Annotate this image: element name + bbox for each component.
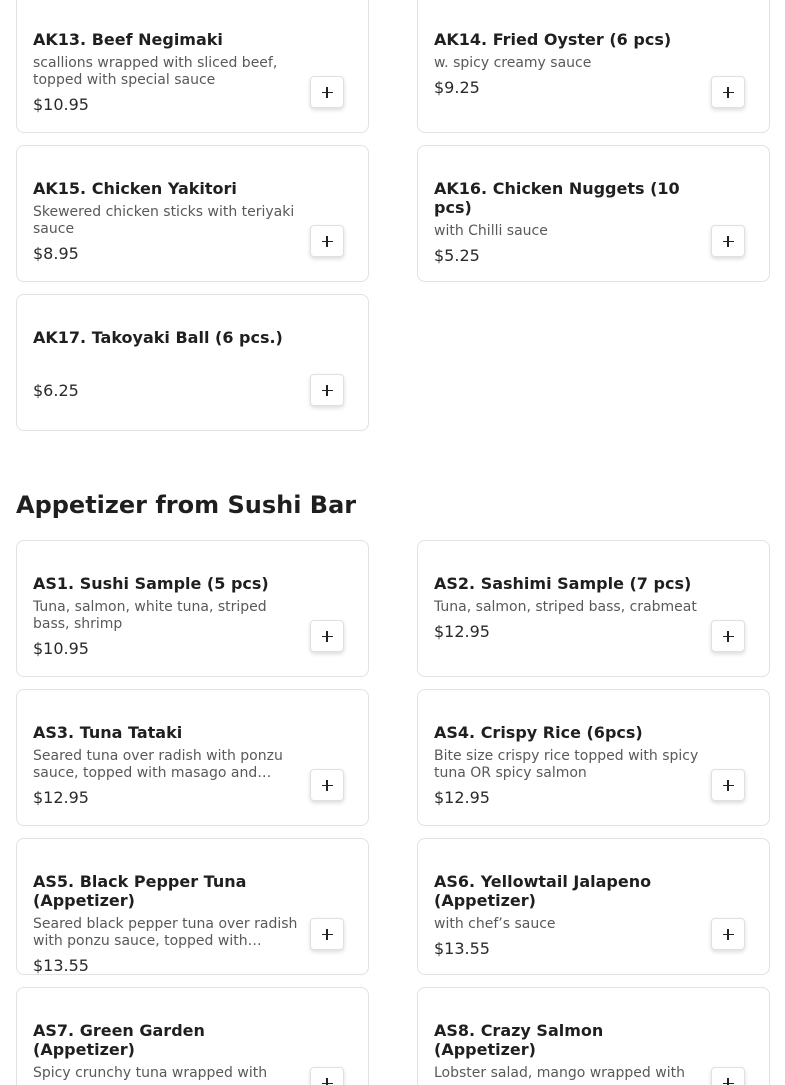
item-name: AS6. Yellowtail Jalapeno (Appetizer) bbox=[434, 872, 652, 910]
plus-icon bbox=[322, 631, 333, 642]
plus-icon bbox=[723, 87, 734, 98]
plus-icon bbox=[322, 1078, 333, 1085]
plus-icon bbox=[723, 631, 734, 642]
menu-item-card[interactable] bbox=[16, 838, 369, 975]
item-name: AS1. Sushi Sample (5 pcs) bbox=[33, 574, 269, 593]
add-to-cart-button[interactable] bbox=[310, 374, 344, 406]
add-to-cart-button[interactable] bbox=[711, 769, 745, 801]
item-name: AS3. Tuna Tataki bbox=[33, 723, 183, 742]
item-description: Tuna, salmon, striped bass, crabmeat bbox=[434, 599, 697, 615]
menu-item-card[interactable] bbox=[417, 540, 770, 677]
add-to-cart-button[interactable] bbox=[711, 76, 745, 108]
item-description: Spicy crunchy tuna wrapped with bbox=[33, 1065, 268, 1081]
item-description: Bite size crispy rice topped with spicy tuna OR spicy salmon bbox=[434, 748, 699, 781]
add-to-cart-button[interactable] bbox=[711, 918, 745, 950]
add-to-cart-button[interactable] bbox=[310, 225, 344, 257]
menu-item-card[interactable] bbox=[16, 294, 369, 431]
item-name: AS8. Crazy Salmon (Appetizer) bbox=[434, 1021, 604, 1059]
item-price: $10.95 bbox=[33, 95, 89, 114]
add-to-cart-button[interactable] bbox=[310, 620, 344, 652]
menu-item-card[interactable] bbox=[417, 987, 770, 1085]
menu-item-card[interactable] bbox=[16, 689, 369, 826]
add-to-cart-button[interactable] bbox=[310, 1067, 344, 1085]
item-price: $13.55 bbox=[33, 956, 89, 975]
item-description: Skewered chicken sticks with teriyaki sauce bbox=[33, 204, 295, 237]
item-price: $9.25 bbox=[434, 78, 480, 97]
item-price: $12.95 bbox=[434, 622, 490, 641]
item-name: AS7. Green Garden (Appetizer) bbox=[33, 1021, 205, 1059]
item-name: AS4. Crispy Rice (6pcs) bbox=[434, 723, 643, 742]
add-to-cart-button[interactable] bbox=[711, 225, 745, 257]
plus-icon bbox=[322, 385, 333, 396]
plus-icon bbox=[723, 780, 734, 791]
item-name: AK13. Beef Negimaki bbox=[33, 30, 223, 49]
add-to-cart-button[interactable] bbox=[310, 918, 344, 950]
item-name: AK15. Chicken Yakitori bbox=[33, 179, 237, 198]
plus-icon bbox=[322, 780, 333, 791]
item-description: Tuna, salmon, white tuna, striped bass, shrimp bbox=[33, 599, 267, 632]
item-description: with chef’s sauce bbox=[434, 916, 556, 932]
menu-item-card[interactable] bbox=[417, 838, 770, 975]
item-price: $12.95 bbox=[434, 788, 490, 807]
menu-item-card[interactable] bbox=[16, 0, 369, 133]
item-name: AK16. Chicken Nuggets (10 pcs) bbox=[434, 179, 680, 217]
menu-item-card[interactable] bbox=[16, 987, 369, 1085]
plus-icon bbox=[322, 87, 333, 98]
item-description: Seared black pepper tuna over radish with ponzu sauce, topped with bbox=[33, 916, 298, 949]
item-name: AS2. Sashimi Sample (7 pcs) bbox=[434, 574, 692, 593]
item-price: $5.25 bbox=[434, 246, 480, 265]
plus-icon bbox=[723, 1078, 734, 1085]
plus-icon bbox=[723, 929, 734, 940]
plus-icon bbox=[322, 929, 333, 940]
plus-icon bbox=[723, 236, 734, 247]
add-to-cart-button[interactable] bbox=[711, 620, 745, 652]
item-description: w. spicy creamy sauce bbox=[434, 55, 592, 71]
item-name: AK17. Takoyaki Ball (6 pcs.) bbox=[33, 328, 283, 347]
menu-item-card[interactable] bbox=[16, 540, 369, 677]
item-description: Lobster salad, mango wrapped with bbox=[434, 1065, 685, 1081]
menu-item-card[interactable] bbox=[417, 0, 770, 133]
add-to-cart-button[interactable] bbox=[711, 1067, 745, 1085]
item-description: with Chilli sauce bbox=[434, 223, 548, 239]
add-to-cart-button[interactable] bbox=[310, 76, 344, 108]
menu-item-card[interactable] bbox=[417, 145, 770, 282]
add-to-cart-button[interactable] bbox=[310, 769, 344, 801]
item-name: AK14. Fried Oyster (6 pcs) bbox=[434, 30, 672, 49]
item-price: $10.95 bbox=[33, 639, 89, 658]
plus-icon bbox=[322, 236, 333, 247]
item-price: $13.55 bbox=[434, 939, 490, 958]
item-description: Seared tuna over radish with ponzu sauce, topped with masago and bbox=[33, 748, 283, 781]
item-name: AS5. Black Pepper Tuna (Appetizer) bbox=[33, 872, 247, 910]
section-title: Appetizer from Sushi Bar bbox=[16, 491, 357, 519]
item-price: $8.95 bbox=[33, 244, 79, 263]
item-price: $12.95 bbox=[33, 788, 89, 807]
menu-item-card[interactable] bbox=[417, 689, 770, 826]
item-price: $6.25 bbox=[33, 381, 79, 400]
item-description: scallions wrapped with sliced beef, topped with special sauce bbox=[33, 55, 278, 88]
menu-item-card[interactable] bbox=[16, 145, 369, 282]
